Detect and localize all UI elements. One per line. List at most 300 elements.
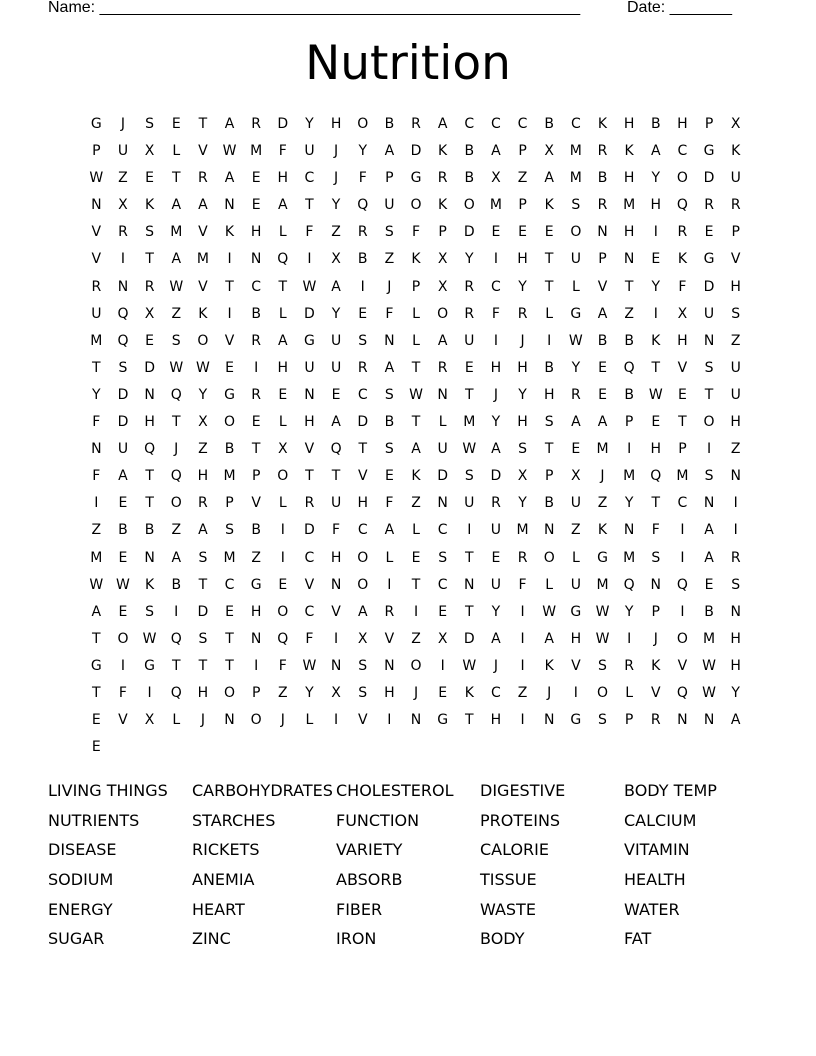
- grid-letter: N: [597, 224, 608, 241]
- word-bank-item: ENERGY: [48, 899, 113, 919]
- grid-letter: V: [677, 359, 688, 376]
- grid-letter: E: [225, 603, 234, 620]
- grid-letter: C: [357, 386, 368, 403]
- grid-letter: A: [224, 170, 235, 187]
- grid-letter: X: [144, 143, 155, 160]
- grid-letter: W: [702, 657, 716, 674]
- grid-letter: Y: [518, 278, 527, 295]
- grid-letter: Q: [117, 332, 129, 349]
- grid-letter: S: [198, 630, 208, 647]
- grid-letter: J: [547, 684, 552, 701]
- grid-letter: R: [517, 305, 528, 322]
- grid-letter: X: [437, 630, 448, 647]
- grid-letter: B: [544, 116, 555, 132]
- grid-letter: A: [198, 522, 208, 539]
- grid-letter: P: [251, 468, 261, 485]
- grid-letter: H: [197, 684, 209, 701]
- grid-letter: M: [569, 170, 582, 187]
- grid-letter: Z: [171, 522, 182, 539]
- grid-letter: H: [197, 468, 209, 485]
- grid-letter: V: [357, 712, 368, 729]
- grid-letter: Z: [384, 251, 395, 268]
- grid-letter: Y: [358, 143, 367, 160]
- word-bank-item: TISSUE: [480, 870, 537, 890]
- grid-letter: Q: [170, 684, 182, 701]
- grid-letter: A: [437, 116, 448, 132]
- grid-letter: N: [91, 197, 102, 214]
- grid-letter: Q: [650, 468, 662, 485]
- grid-letter: V: [224, 332, 235, 349]
- grid-letter: H: [144, 414, 155, 431]
- grid-letter: T: [651, 495, 661, 512]
- grid-letter: S: [544, 414, 554, 431]
- grid-letter: N: [91, 441, 102, 458]
- grid-letter: R: [357, 359, 368, 376]
- grid-letter: O: [437, 305, 449, 322]
- word-bank-item: PROTEINS: [480, 810, 561, 830]
- grid-letter: K: [544, 657, 554, 674]
- grid-letter: O: [676, 170, 688, 187]
- grid-letter: Y: [465, 251, 474, 268]
- grid-letter: B: [464, 170, 475, 187]
- grid-letter: E: [438, 603, 448, 620]
- word-bank-item: CALCIUM: [624, 810, 697, 830]
- grid-letter: V: [91, 224, 102, 241]
- grid-letter: P: [544, 468, 554, 485]
- grid-letter: G: [90, 116, 102, 132]
- grid-letter: T: [651, 359, 661, 376]
- grid-letter: B: [704, 603, 714, 620]
- grid-letter: B: [171, 576, 182, 593]
- grid-letter: I: [254, 359, 259, 376]
- grid-letter: I: [627, 441, 632, 458]
- grid-letter: S: [358, 684, 368, 701]
- grid-letter: T: [358, 441, 367, 458]
- grid-letter: M: [676, 468, 689, 485]
- grid-letter: X: [730, 116, 741, 132]
- grid-letter: T: [251, 441, 261, 458]
- word-bank-item: DIGESTIVE: [480, 781, 566, 800]
- grid-letter: M: [623, 197, 636, 214]
- grid-letter: E: [704, 224, 714, 241]
- grid-letter: I: [147, 684, 152, 701]
- grid-letter: J: [120, 116, 126, 132]
- grid-letter: N: [464, 576, 475, 593]
- grid-letter: H: [730, 657, 741, 674]
- word-bank-item: FAT: [624, 929, 652, 949]
- grid-letter: I: [733, 495, 738, 512]
- grid-letter: I: [493, 251, 498, 268]
- grid-letter: A: [597, 305, 608, 322]
- grid-letter: Y: [305, 684, 314, 701]
- grid-letter: Z: [171, 305, 182, 322]
- grid-letter: E: [518, 224, 527, 241]
- grid-letter: P: [251, 684, 261, 701]
- grid-letter: N: [677, 712, 688, 729]
- grid-letter: Q: [676, 684, 688, 701]
- grid-letter: Q: [676, 197, 688, 214]
- grid-letter: V: [357, 468, 368, 485]
- grid-letter: Z: [517, 684, 528, 701]
- grid-letter: P: [225, 495, 234, 512]
- grid-letter: R: [730, 197, 741, 214]
- grid-letter: U: [330, 332, 342, 349]
- grid-letter: U: [570, 576, 581, 593]
- grid-letter: L: [278, 224, 287, 241]
- grid-letter: N: [437, 386, 448, 403]
- grid-letter: M: [703, 630, 716, 647]
- grid-letter: D: [703, 278, 715, 295]
- grid-letter: H: [677, 116, 688, 132]
- grid-letter: I: [520, 657, 525, 674]
- grid-letter: H: [384, 684, 395, 701]
- grid-letter: L: [172, 712, 181, 729]
- word-bank-item: SUGAR: [48, 929, 105, 949]
- grid-letter: G: [250, 576, 262, 593]
- grid-letter: F: [491, 305, 500, 322]
- grid-letter: H: [730, 414, 741, 431]
- grid-letter: J: [413, 684, 419, 701]
- grid-letter: A: [411, 441, 421, 458]
- grid-letter: N: [703, 332, 715, 349]
- grid-letter: M: [170, 224, 183, 241]
- grid-letter: N: [330, 576, 342, 593]
- grid-letter: X: [437, 251, 448, 268]
- grid-letter: I: [520, 630, 525, 647]
- grid-letter: A: [384, 522, 395, 539]
- grid-letter: T: [624, 278, 634, 295]
- grid-letter: S: [171, 332, 181, 349]
- grid-letter: W: [595, 630, 610, 647]
- grid-letter: T: [544, 441, 554, 458]
- grid-letter: E: [171, 116, 181, 132]
- grid-letter: R: [464, 305, 475, 322]
- grid-letter: J: [600, 468, 605, 485]
- grid-letter: A: [278, 332, 288, 349]
- grid-letter: S: [145, 224, 155, 241]
- grid-letter: Z: [571, 522, 581, 539]
- grid-letter: Y: [624, 495, 634, 512]
- grid-letter: N: [144, 549, 155, 566]
- word-bank-item: FUNCTION: [336, 810, 420, 830]
- grid-letter: F: [278, 657, 287, 674]
- grid-letter: P: [651, 603, 660, 620]
- grid-letter: K: [411, 468, 421, 485]
- grid-letter: U: [117, 143, 129, 160]
- page-title: Nutrition: [305, 36, 511, 91]
- grid-letter: N: [250, 630, 262, 647]
- grid-letter: R: [118, 224, 128, 241]
- grid-letter: K: [677, 251, 687, 268]
- grid-letter: E: [278, 576, 288, 593]
- grid-letter: T: [145, 495, 154, 512]
- grid-letter: V: [198, 278, 208, 295]
- word-bank-item: BODY TEMP: [624, 781, 717, 800]
- grid-letter: V: [118, 712, 128, 729]
- grid-letter: T: [305, 468, 314, 485]
- grid-letter: H: [357, 495, 368, 512]
- grid-letter: H: [730, 278, 741, 295]
- grid-letter: T: [411, 359, 421, 376]
- grid-letter: B: [544, 495, 555, 512]
- grid-letter: V: [198, 143, 208, 160]
- grid-letter: V: [730, 251, 741, 268]
- grid-letter: F: [385, 305, 394, 322]
- grid-letter: P: [624, 414, 634, 431]
- grid-letter: S: [384, 441, 394, 458]
- grid-letter: T: [92, 684, 101, 701]
- grid-letter: S: [384, 386, 394, 403]
- grid-letter: O: [676, 630, 688, 647]
- grid-letter: U: [570, 251, 581, 268]
- grid-letter: W: [462, 441, 477, 458]
- grid-letter: E: [571, 441, 581, 458]
- grid-letter: L: [172, 143, 181, 160]
- grid-letter: S: [438, 549, 448, 566]
- grid-letter: R: [437, 359, 448, 376]
- grid-letter: M: [516, 522, 529, 539]
- grid-letter: A: [491, 630, 501, 647]
- grid-letter: C: [570, 116, 581, 132]
- grid-letter: P: [624, 712, 634, 729]
- grid-letter: A: [384, 359, 395, 376]
- grid-letter: K: [544, 197, 554, 214]
- grid-letter: E: [464, 359, 474, 376]
- date-field-label[interactable]: Date: _______: [627, 0, 732, 16]
- grid-letter: M: [196, 251, 209, 268]
- grid-letter: R: [251, 332, 262, 349]
- grid-letter: H: [623, 224, 635, 241]
- grid-letter: A: [571, 414, 581, 431]
- grid-letter: N: [384, 657, 395, 674]
- grid-letter: D: [463, 630, 475, 647]
- grid-letter: R: [650, 712, 661, 729]
- grid-letter: S: [598, 657, 607, 674]
- grid-letter: N: [117, 278, 129, 295]
- grid-letter: W: [142, 630, 157, 647]
- grid-letter: H: [543, 386, 555, 403]
- grid-letter: H: [517, 359, 528, 376]
- grid-letter: T: [198, 576, 208, 593]
- grid-letter: J: [334, 143, 339, 160]
- grid-letter: W: [302, 657, 317, 674]
- grid-letter: E: [438, 684, 448, 701]
- grid-letter: U: [91, 305, 102, 322]
- grid-letter: B: [384, 116, 395, 132]
- grid-letter: G: [90, 657, 102, 674]
- word-bank-item: HEALTH: [624, 870, 686, 890]
- grid-letter: P: [518, 143, 527, 160]
- grid-letter: I: [573, 684, 578, 701]
- grid-letter: Q: [144, 441, 156, 458]
- grid-letter: I: [174, 603, 179, 620]
- grid-letter: F: [385, 495, 394, 512]
- grid-letter: M: [489, 197, 502, 214]
- grid-letter: A: [198, 197, 208, 214]
- grid-letter: R: [304, 495, 315, 512]
- grid-letter: A: [730, 712, 741, 729]
- grid-letter: U: [330, 359, 342, 376]
- grid-letter: E: [651, 414, 661, 431]
- grid-letter: N: [224, 197, 235, 214]
- grid-letter: T: [678, 414, 687, 431]
- grid-letter: X: [517, 468, 528, 485]
- grid-letter: B: [384, 414, 395, 431]
- grid-letter: H: [623, 170, 635, 187]
- grid-letter: R: [144, 278, 155, 295]
- grid-letter: E: [491, 224, 501, 241]
- grid-letter: O: [357, 116, 369, 132]
- grid-letter: Z: [118, 170, 128, 187]
- name-field-label[interactable]: Name: ______________________________________________________: [48, 0, 581, 16]
- grid-letter: O: [224, 414, 236, 431]
- grid-letter: Z: [278, 684, 288, 701]
- grid-letter: R: [677, 224, 688, 241]
- grid-letter: C: [304, 603, 315, 620]
- grid-letter: B: [624, 332, 634, 349]
- grid-letter: I: [227, 251, 232, 268]
- grid-letter: G: [703, 143, 715, 160]
- grid-letter: C: [251, 278, 262, 295]
- grid-letter: T: [145, 251, 154, 268]
- grid-letter: H: [277, 170, 289, 187]
- grid-letter: Y: [651, 278, 661, 295]
- grid-letter: K: [651, 657, 661, 674]
- grid-letter: Y: [651, 170, 661, 187]
- grid-letter: F: [305, 224, 314, 241]
- word-bank-item: NUTRIENTS: [48, 810, 140, 830]
- grid-letter: Z: [597, 495, 608, 512]
- grid-letter: E: [251, 170, 261, 187]
- grid-letter: K: [464, 684, 474, 701]
- grid-letter: D: [277, 116, 289, 132]
- grid-letter: N: [623, 251, 635, 268]
- grid-letter: K: [224, 224, 235, 241]
- grid-letter: A: [331, 278, 341, 295]
- grid-letter: R: [624, 657, 634, 674]
- grid-letter: Q: [623, 359, 635, 376]
- grid-letter: O: [277, 468, 289, 485]
- grid-letter: I: [520, 712, 525, 729]
- grid-letter: S: [571, 197, 581, 214]
- grid-letter: U: [730, 170, 741, 187]
- grid-letter: T: [92, 359, 101, 376]
- grid-letter: I: [413, 603, 419, 620]
- grid-letter: S: [358, 332, 368, 349]
- word-bank-item: ZINC: [192, 929, 231, 949]
- grid-letter: Z: [624, 305, 634, 322]
- word-bank-item: LIVING THINGS: [48, 781, 168, 800]
- grid-letter: D: [357, 414, 369, 431]
- grid-letter: H: [304, 414, 315, 431]
- grid-letter: Q: [117, 305, 129, 322]
- grid-letter: T: [278, 278, 288, 295]
- grid-letter: R: [704, 197, 714, 214]
- word-bank-item: ANEMIA: [192, 870, 255, 890]
- grid-letter: N: [304, 386, 315, 403]
- grid-letter: S: [145, 603, 155, 620]
- grid-letter: Z: [411, 630, 421, 647]
- grid-letter: O: [117, 630, 129, 647]
- grid-letter: O: [277, 603, 289, 620]
- grid-letter: F: [92, 468, 101, 485]
- grid-letter: Q: [277, 251, 289, 268]
- grid-letter: B: [464, 143, 475, 160]
- grid-letter: B: [118, 522, 128, 539]
- grid-letter: R: [517, 549, 528, 566]
- grid-letter: G: [570, 305, 582, 322]
- grid-letter: J: [280, 712, 285, 729]
- grid-letter: I: [307, 251, 312, 268]
- grid-letter: U: [490, 576, 502, 593]
- grid-letter: O: [570, 224, 582, 241]
- grid-letter: E: [651, 251, 661, 268]
- grid-letter: A: [171, 251, 182, 268]
- grid-letter: W: [595, 603, 610, 620]
- grid-letter: I: [280, 522, 285, 539]
- grid-letter: I: [653, 224, 658, 241]
- grid-letter: M: [250, 143, 263, 160]
- grid-letter: C: [437, 576, 448, 593]
- grid-letter: C: [677, 495, 688, 512]
- grid-letter: L: [625, 684, 634, 701]
- grid-letter: E: [118, 603, 128, 620]
- grid-letter: T: [198, 657, 208, 674]
- grid-letter: Q: [170, 386, 182, 403]
- grid-letter: L: [545, 576, 554, 593]
- grid-letter: R: [597, 143, 608, 160]
- grid-letter: O: [463, 197, 475, 214]
- grid-letter: O: [250, 712, 262, 729]
- grid-letter: I: [680, 549, 685, 566]
- grid-letter: I: [680, 522, 685, 539]
- grid-letter: B: [597, 332, 608, 349]
- grid-letter: T: [225, 278, 234, 295]
- grid-letter: R: [384, 603, 395, 620]
- grid-letter: I: [467, 522, 472, 539]
- grid-letter: L: [438, 414, 447, 431]
- grid-letter: X: [491, 170, 501, 187]
- grid-letter: T: [704, 386, 714, 403]
- grid-letter: C: [224, 576, 235, 593]
- grid-letter: C: [357, 522, 368, 539]
- grid-letter: H: [517, 251, 528, 268]
- grid-letter: P: [731, 224, 740, 241]
- grid-letter: H: [650, 197, 662, 214]
- grid-letter: E: [331, 386, 341, 403]
- grid-letter: R: [411, 116, 421, 132]
- grid-letter: X: [144, 712, 155, 729]
- grid-letter: X: [544, 143, 554, 160]
- word-bank-item: SODIUM: [48, 870, 114, 890]
- grid-letter: R: [198, 495, 208, 512]
- grid-letter: X: [677, 305, 688, 322]
- grid-letter: B: [544, 359, 555, 376]
- grid-letter: H: [570, 630, 582, 647]
- grid-letter: M: [623, 468, 636, 485]
- grid-letter: N: [384, 332, 395, 349]
- grid-letter: L: [278, 495, 287, 512]
- grid-letter: X: [144, 305, 155, 322]
- grid-letter: U: [730, 359, 741, 376]
- grid-letter: P: [704, 116, 714, 132]
- grid-letter: F: [651, 522, 660, 539]
- grid-letter: U: [490, 522, 502, 539]
- grid-letter: R: [251, 116, 262, 132]
- grid-letter: G: [570, 712, 582, 729]
- grid-letter: V: [304, 576, 315, 593]
- grid-letter: E: [384, 468, 394, 485]
